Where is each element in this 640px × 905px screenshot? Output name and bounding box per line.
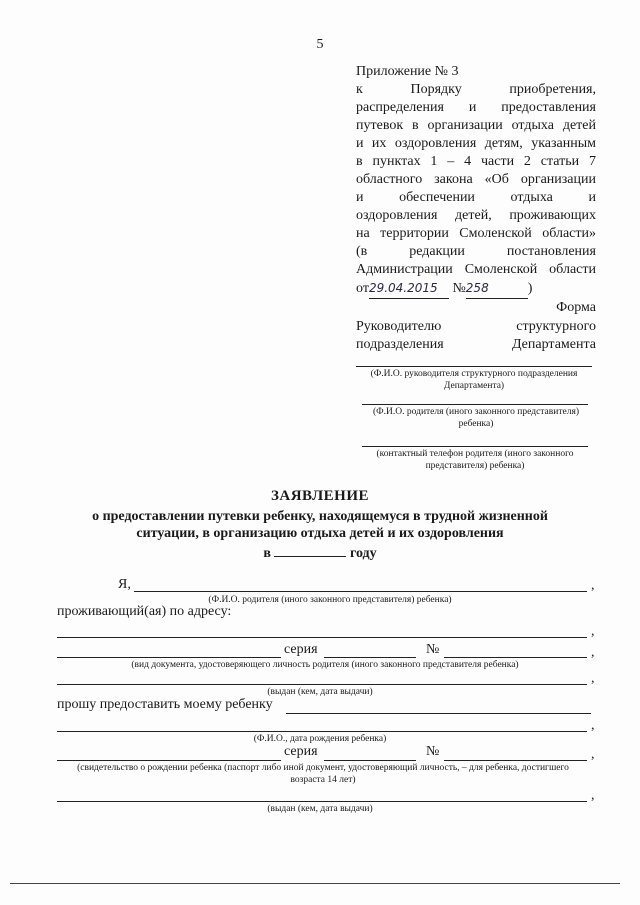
address-label: проживающий(ая) по адресу: <box>57 604 232 619</box>
comma: , <box>591 671 595 686</box>
date-field <box>369 279 449 299</box>
caption-head-name: (Ф.И.О. руководителя структурного подразделения Департамента) <box>370 369 578 391</box>
year-field[interactable] <box>274 542 346 557</box>
comma: , <box>591 645 595 660</box>
parent-doc-type-field[interactable] <box>57 657 281 658</box>
parent-doc-issued-field[interactable] <box>57 684 587 685</box>
child-doc-type-field[interactable] <box>57 760 281 761</box>
caption-parent-phone: (контактный телефон родителя (иного законного представителя) ребенка) <box>376 449 574 471</box>
annex-line: и их оздоровления детям, указанным <box>356 136 596 151</box>
child-doc-series-field[interactable] <box>324 760 416 761</box>
addressee-line-1: Руководителю структурного <box>356 319 596 334</box>
annex-date-line <box>356 279 596 297</box>
document-subtitle-2: ситуации, в организацию отдыха детей и их оздоровления <box>136 526 504 541</box>
caption-parent-fullname: (Ф.И.О. родителя (иного законного представителя) ребенка) <box>208 595 452 605</box>
handwritten-date: 29.04.2015 <box>368 281 438 295</box>
number-field <box>466 279 528 299</box>
caption-birth-certificate: (свидетельство о рождении ребенка (паспорт либо иной документ, удостоверяющий личность, – для ребенка, достигшего возраста 14 лет) <box>77 763 569 785</box>
i-label: Я, <box>118 577 131 592</box>
annex-line: на территории Смоленской области» <box>356 226 596 241</box>
address-field-1[interactable] <box>57 637 587 638</box>
form-label: Форма <box>556 300 596 315</box>
annex-line: и обеспечении отдыха и <box>356 190 596 205</box>
page-bottom-rule <box>10 883 620 884</box>
child-doc-issued-field[interactable] <box>57 801 587 802</box>
addressee-block <box>356 318 596 354</box>
year-line <box>0 542 640 562</box>
annex-line: областного закона «Об организации <box>356 172 596 187</box>
document-title: ЗАЯВЛЕНИЕ <box>270 488 370 504</box>
year-prefix: в <box>263 546 271 561</box>
parent-fullname-field[interactable] <box>134 591 587 592</box>
annex-line: распределения и предоставления <box>356 100 596 115</box>
parent-name-line <box>362 404 588 405</box>
caption-parent-document: (вид документа, удостоверяющего личность родителя (иного законного представителя ребенка) <box>131 660 519 670</box>
annex-line: оздоровления детей, проживающих <box>356 208 596 223</box>
annex-line: Приложение № 3 <box>356 64 459 79</box>
parent-phone-line <box>362 446 588 447</box>
annex-line: к Порядку приобретения, <box>356 82 596 97</box>
comma: , <box>591 578 595 593</box>
number-label: № <box>426 642 440 657</box>
parent-doc-number-field[interactable] <box>444 657 587 658</box>
handwritten-number: 258 <box>465 281 489 295</box>
request-label: прошу предоставить моему ребенку <box>57 697 273 712</box>
comma: , <box>591 788 595 803</box>
parent-doc-series-field[interactable] <box>324 657 416 658</box>
annex-block <box>356 63 596 317</box>
caption-issued-2: (выдан (кем, дата выдачи) <box>267 804 373 814</box>
year-suffix: году <box>349 546 377 561</box>
date-prefix: от <box>356 281 369 296</box>
child-field-2[interactable] <box>57 731 587 732</box>
annex-line: в пунктах 1 – 4 части 2 статьи 7 <box>356 154 596 169</box>
series-label-2: серия <box>284 744 318 759</box>
annex-line: (в редакции постановления <box>356 244 596 259</box>
caption-parent-name: (Ф.И.О. родителя (иного законного представителя) ребенка) <box>373 407 579 429</box>
document-subtitle-1: о предоставлении путевки ребенку, находящемуся в трудной жизненной <box>92 509 548 524</box>
number-prefix: № <box>452 281 466 296</box>
addressee-line-2: подразделения Департамента <box>356 337 596 352</box>
caption-issued: (выдан (кем, дата выдачи) <box>267 687 373 697</box>
closing-paren: ) <box>527 281 533 296</box>
series-label: серия <box>284 642 318 657</box>
page-number: 5 <box>316 37 324 52</box>
caption-child: (Ф.И.О., дата рождения ребенка) <box>253 734 387 744</box>
annex-line: путевок в организации отдыха детей <box>356 118 596 133</box>
comma: , <box>591 718 595 733</box>
comma: , <box>591 747 595 762</box>
annex-line: Администрации Смоленской области <box>356 262 596 277</box>
comma: , <box>591 624 595 639</box>
number-label-2: № <box>426 744 440 759</box>
child-field-1[interactable] <box>286 713 591 714</box>
child-doc-number-field[interactable] <box>444 760 587 761</box>
head-name-line <box>356 366 592 367</box>
